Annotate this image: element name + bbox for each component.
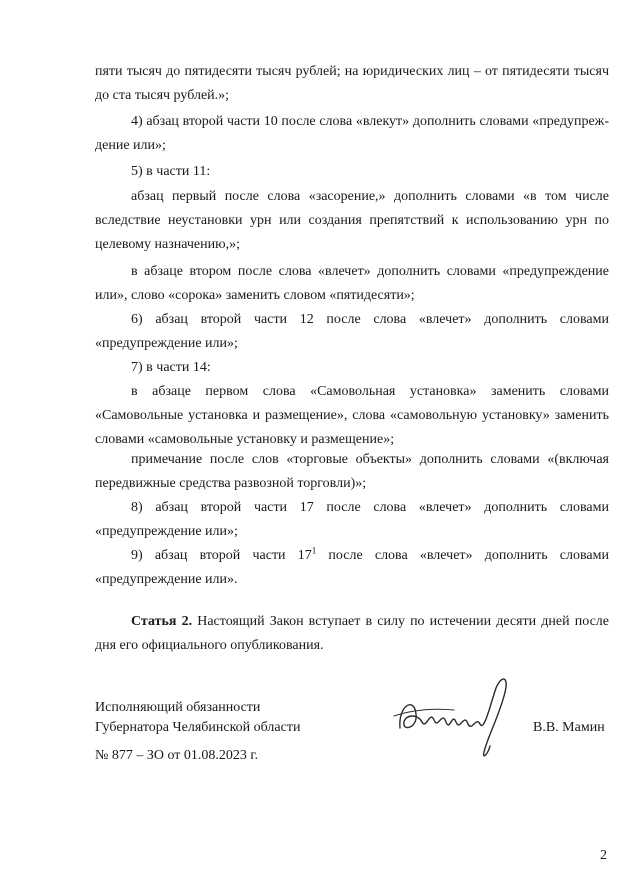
- page-number: 2: [600, 848, 607, 863]
- handwritten-signature: [392, 666, 532, 766]
- paragraph-item-4: 4) абзац второй части 10 после слова «влекут» дополнить словами «предупреж-дение или»;: [95, 114, 609, 153]
- paragraph-item-8: 8) абзац второй части 17 после слова «влечет» дополнить словами «предупреждение или»;: [95, 500, 609, 539]
- item9-before: 9) абзац второй части 17: [131, 548, 312, 563]
- paragraph-item-6: 6) абзац второй части 12 после слова «влечет» дополнить словами «предупреждение или»;: [95, 312, 609, 351]
- paragraph-item-5-first: абзац первый после слова «засорение,» дополнить словами «в том числе вследствие неустановки урн или создания препятствий к использованию урн по целевому назначению,»;: [95, 189, 609, 252]
- article-2-text: Настоящий Закон вступает в силу по истечении десяти дней после дня его официального опубликования.: [95, 614, 609, 653]
- paragraph-item-7: 7) в части 14:: [131, 360, 211, 375]
- article-2-label: Статья 2.: [131, 614, 193, 629]
- item9-after: после слова «влечет» дополнить словами «предупреждение или».: [95, 548, 609, 587]
- signatory-title-line2: Губернатора Челябинской области: [95, 720, 301, 735]
- registration-number: № 877 – ЗО от 01.08.2023 г.: [95, 748, 259, 763]
- signatory-name: В.В. Мамин: [533, 720, 605, 735]
- signatory-title-line1: Исполняющий обязанности: [95, 700, 261, 715]
- paragraph-item-7-first: в абзаце первом слова «Самовольная установка» заменить словами «Самовольные установка и размещение», слова «самовольную установку» заменить словами «самовольные установку и размещение»;: [95, 384, 609, 447]
- item9-superscript: 1: [311, 545, 317, 556]
- article-2: [95, 610, 609, 658]
- paragraph-item-5: 5) в части 11:: [131, 164, 211, 179]
- paragraph-item-5-second: в абзаце втором после слова «влечет» дополнить словами «предупреждение или», слово «сорока» заменить словом «пятидесяти»;: [95, 264, 609, 303]
- paragraph-item-9: [95, 544, 609, 592]
- paragraph-continuation: пяти тысяч до пятидесяти тысяч рублей; на юридических лиц – от пятидесяти тысяч до ста тысяч рублей.»;: [95, 64, 609, 103]
- paragraph-item-7-note: примечание после слов «торговые объекты» дополнить словами «(включая передвижные средства развозной торговли)»;: [95, 452, 609, 491]
